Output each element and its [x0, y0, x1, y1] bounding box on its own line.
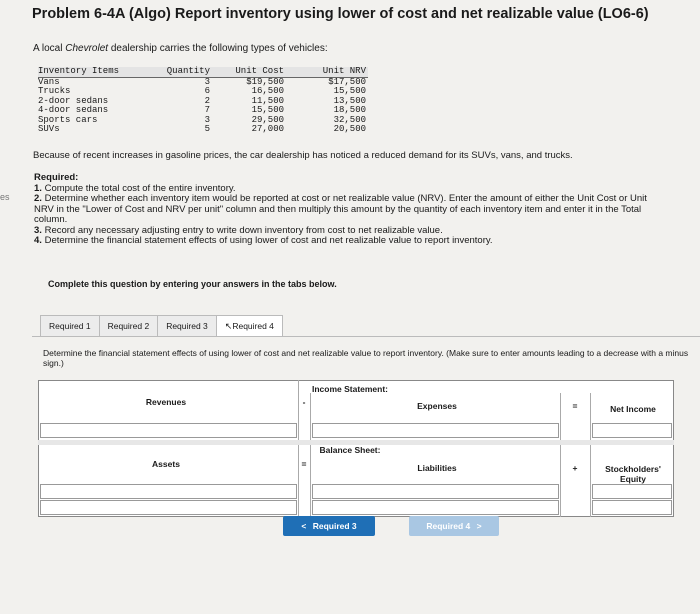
minus-operator: -	[302, 397, 306, 407]
balance-sheet-label: Balance Sheet:	[319, 445, 381, 455]
next-required-button[interactable]: Required 4 >	[409, 516, 499, 536]
tab-required-4[interactable]: ↖Required 4	[216, 315, 283, 337]
assets-input-2[interactable]	[40, 500, 297, 515]
instruction-text: Determine the financial statement effects of using lower of cost and net realizable value to report inventory. (Make sure to enter amounts leading to a decrease with a minus sign.)	[43, 348, 689, 368]
liabilities-input[interactable]	[312, 484, 559, 499]
intro-text: A local Chevrolet dealership carries the following types of vehicles:	[33, 43, 328, 54]
header-unit-nrv: Unit NRV	[284, 67, 368, 77]
equals-operator: =	[572, 401, 578, 411]
margin-tag: es	[0, 192, 10, 202]
requirements-block	[34, 173, 659, 247]
chevron-left-icon: <	[301, 521, 307, 531]
table-row: Trucks 6 16,500 15,500	[38, 86, 366, 96]
assets-header: Assets	[152, 459, 180, 469]
header-quantity: Quantity	[148, 67, 214, 77]
requirement-item: 3. Record any necessary adjusting entry to write down inventory from cost to net realizable value.	[34, 224, 443, 236]
equity-input[interactable]	[592, 484, 672, 499]
table-row: 2-door sedans 2 11,500 13,500	[38, 95, 366, 106]
context-text: Because of recent increases in gasoline prices, the car dealership has noticed a reduced demand for its SUVs, vans, and trucks.	[33, 150, 573, 161]
requirement-item: 4. Determine the financial statement effects of using lower of cost and net realizable value to report inventory.	[34, 235, 493, 246]
required-heading: Required:	[34, 172, 79, 183]
net-income-header: Net Income	[610, 404, 656, 414]
requirement-item: 1. Compute the total cost of the entire inventory.	[34, 182, 236, 194]
prev-required-button[interactable]: < Required 3	[283, 516, 375, 536]
tab-required-2[interactable]: Required 2	[99, 315, 159, 337]
stockholders-equity-header: Stockholders' Equity	[605, 464, 661, 484]
tab-required-1[interactable]: Required 1	[40, 315, 100, 337]
complete-note: Complete this question by entering your answers in the tabs below.	[48, 279, 337, 289]
expenses-input[interactable]	[312, 423, 559, 438]
liabilities-input-2[interactable]	[312, 500, 559, 515]
chevron-right-icon: >	[476, 521, 482, 531]
tab-required-3[interactable]: Required 3	[157, 315, 217, 337]
assets-input[interactable]	[40, 484, 297, 499]
header-items: Inventory Items	[38, 67, 148, 77]
table-row: Sports cars 3 29,500 32,500	[38, 114, 366, 125]
inventory-header-row	[38, 67, 368, 77]
table-row: SUVs 5 27,000 20,500	[38, 124, 366, 134]
equity-input-2[interactable]	[592, 500, 672, 515]
problem-title: Problem 6-4A (Algo) Report inventory using lower of cost and net realizable value (LO6-6)	[32, 6, 649, 22]
plus-operator: +	[572, 463, 578, 473]
table-row: Vans 3 $19,500 $17,500	[38, 76, 366, 87]
requirement-tabs	[40, 315, 282, 337]
header-unit-cost: Unit Cost	[214, 67, 284, 77]
net-income-input[interactable]	[592, 423, 672, 438]
inventory-table	[38, 67, 368, 135]
table-row: 4-door sedans 7 15,500 18,500	[38, 105, 366, 115]
cursor-icon: ↖	[224, 321, 233, 331]
income-statement-label: Income Statement:	[311, 384, 389, 394]
liabilities-header: Liabilities	[417, 463, 457, 473]
equals-operator-2: =	[301, 459, 307, 469]
revenues-input[interactable]	[40, 423, 297, 438]
revenues-header: Revenues	[145, 397, 187, 407]
expenses-header: Expenses	[417, 401, 457, 411]
requirement-item: 2. Determine whether each inventory item would be reported at cost or net realizable value (NRV). Enter the amount of either the Unit Cost or Unit NRV in the "Lower of Cost and NRV per unit" column and then multiply this amount by the quantity of each inventory item and enter it in the Total column.	[34, 193, 647, 225]
